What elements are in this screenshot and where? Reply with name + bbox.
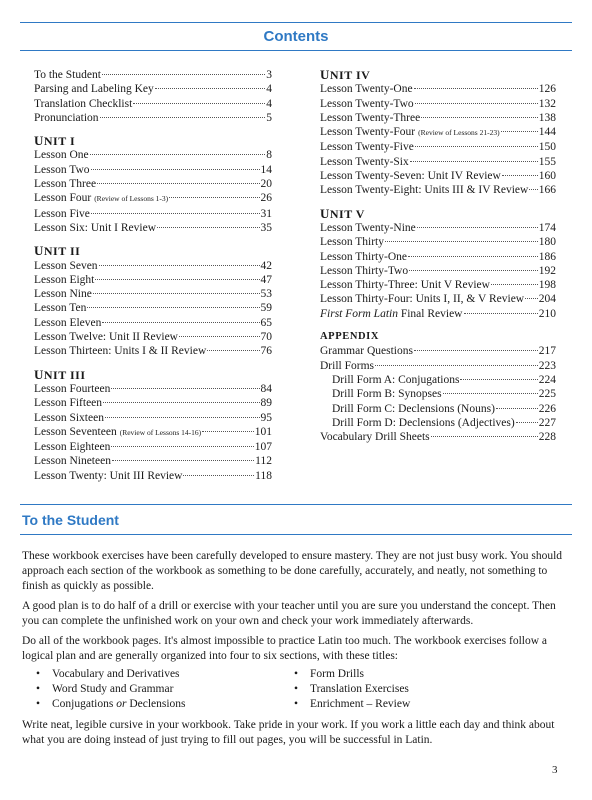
toc-entry <box>34 191 272 206</box>
toc-entry-page: 223 <box>538 359 556 372</box>
toc-entry-label <box>34 221 156 235</box>
dot-leader <box>100 117 266 118</box>
dot-leader <box>414 350 538 351</box>
toc-entry <box>320 278 556 292</box>
toc-entry-text: Lesson Twenty-One <box>320 83 413 96</box>
bullet-column-left <box>36 667 186 712</box>
toc-entry-label <box>34 411 104 425</box>
toc-entry <box>320 155 556 169</box>
toc-entry-text: Drill Form D: Declensions (Adjectives) <box>332 416 515 429</box>
dot-leader <box>99 265 260 266</box>
toc-entry-note: (Review of Lessons 14-16) <box>119 427 202 437</box>
toc-entry-text: Lesson Thirty-Three: Unit V Review <box>320 279 490 292</box>
toc-entry-text: Lesson Three <box>34 178 97 191</box>
toc-entry <box>320 140 556 154</box>
dot-leader <box>93 293 260 294</box>
toc-entry <box>34 287 272 301</box>
toc-entry-label <box>320 278 490 292</box>
toc-entry-text: Vocabulary Drill Sheets <box>320 431 430 444</box>
toc-entry <box>320 292 556 306</box>
toc-entry-text: Parsing and Labeling Key <box>34 83 154 96</box>
toc-entry-page: 186 <box>538 250 556 263</box>
toc-entry-page: 144 <box>538 126 556 139</box>
toc-intro-list <box>34 68 272 125</box>
toc-entry-label <box>34 163 90 177</box>
dot-leader <box>443 393 538 394</box>
toc-entry-page: 76 <box>260 345 272 358</box>
toc-entry <box>34 454 272 468</box>
dot-leader <box>112 460 254 461</box>
toc-entry-text: Lesson Thirty-One <box>320 250 407 263</box>
toc-entry-page: 112 <box>255 455 272 468</box>
toc-entry-label <box>320 264 408 278</box>
toc-entry <box>34 273 272 287</box>
list-item: • Word Study and Grammar <box>36 683 174 695</box>
toc-entry-text: Lesson Nine <box>34 288 92 301</box>
toc-entry-page: 53 <box>260 288 272 301</box>
paragraph: Write neat, legible cursive in your workbook. Take pride in your work. If you work a little each day and think about what you are doing instead of just trying to fill out pages, you will be successful in Latin. <box>22 719 555 746</box>
dot-leader <box>97 183 259 184</box>
toc-entry-label <box>34 68 101 82</box>
appendix-heading: APPENDIX <box>320 331 380 343</box>
toc-entry <box>320 97 556 111</box>
toc-unit3-list <box>34 382 272 483</box>
toc-entry-label <box>34 259 98 273</box>
toc-entry <box>320 344 556 358</box>
toc-entry <box>320 402 556 416</box>
toc-entry-text: Final Review <box>397 307 463 320</box>
toc-entry-page: 204 <box>538 293 556 306</box>
dot-leader <box>417 227 538 228</box>
toc-entry <box>34 396 272 410</box>
toc-entry-text: Lesson Twenty-Nine <box>320 221 416 234</box>
list-item: • Form Drills <box>294 668 364 680</box>
toc-entry-page: 95 <box>260 411 272 424</box>
toc-entry-label <box>34 287 92 301</box>
toc-entry-text: Lesson Six: Unit I Review <box>34 221 157 234</box>
dot-leader <box>431 436 538 437</box>
toc-entry-label <box>34 396 102 410</box>
toc-entry-text: Drill Form C: Declensions (Nouns) <box>332 402 495 415</box>
toc-entry <box>320 416 556 430</box>
toc-entry-page: 180 <box>538 236 556 249</box>
toc-entry-label <box>34 177 96 191</box>
unit-heading: UNIT V <box>320 205 365 221</box>
toc-entry-page: 226 <box>538 402 556 415</box>
toc-entry-label <box>34 469 182 483</box>
toc-entry <box>320 387 556 401</box>
toc-entry-label <box>320 373 459 387</box>
toc-entry-page: 59 <box>260 302 272 315</box>
toc-entry-text: Lesson Twenty-Two <box>320 97 414 110</box>
toc-entry-page: 31 <box>260 207 272 220</box>
toc-entry-label <box>34 148 89 162</box>
contents-rule-top <box>20 22 572 23</box>
toc-entry-label <box>320 344 413 358</box>
toc-entry-text: To the Student <box>34 69 101 81</box>
toc-entry-label <box>34 382 110 396</box>
dot-leader <box>91 169 260 170</box>
toc-entry <box>34 68 272 82</box>
dot-leader <box>408 256 538 257</box>
toc-entry-text: Lesson Fifteen <box>34 397 103 410</box>
toc-entry-page: 84 <box>260 382 272 395</box>
toc-entry-label <box>34 207 90 221</box>
list-item: • Enrichment – Review <box>294 698 411 710</box>
toc-entry <box>34 425 272 440</box>
dot-leader <box>105 417 260 418</box>
toc-entry-label <box>320 416 515 430</box>
toc-entry-page: 20 <box>260 178 272 191</box>
dot-leader <box>501 131 538 132</box>
toc-entry-text: Lesson Twenty-Eight: Units III & IV Review <box>320 184 529 197</box>
toc-entry-page: 35 <box>260 221 272 234</box>
unit-heading: UNIT IV <box>320 67 371 82</box>
toc-entry <box>34 469 272 483</box>
toc-entry-page: 150 <box>538 141 556 154</box>
toc-entry-text: Lesson Eighteen <box>34 441 111 454</box>
dot-leader <box>464 313 538 314</box>
dot-leader <box>502 175 538 176</box>
toc-entry-label <box>320 183 528 197</box>
toc-entry-page: 217 <box>538 345 556 358</box>
toc-entry-label <box>320 125 500 140</box>
toc-entry <box>320 221 556 235</box>
dot-leader <box>207 350 259 351</box>
toc-entry-page: 26 <box>260 192 272 205</box>
toc-entry-text: Lesson Five <box>34 207 90 220</box>
dot-leader <box>414 88 538 89</box>
toc-entry-page: 155 <box>538 155 556 168</box>
toc-entry <box>320 373 556 387</box>
toc-entry <box>34 259 272 273</box>
dot-leader <box>460 379 537 380</box>
toc-entry-text: Lesson Twenty-Seven: Unit IV Review <box>320 170 501 183</box>
dot-leader <box>525 298 538 299</box>
toc-entry <box>34 344 272 358</box>
dot-leader <box>409 270 538 271</box>
toc-entry-page: 107 <box>254 441 272 454</box>
toc-entry-page: 138 <box>538 111 556 124</box>
toc-entry-text: Lesson Twenty-Six <box>320 155 409 168</box>
toc-entry-page: 118 <box>255 469 272 482</box>
toc-entry <box>34 411 272 425</box>
toc-entry-label <box>320 82 413 96</box>
toc-entry-page: 65 <box>260 316 272 329</box>
toc-entry-page: 210 <box>538 307 556 320</box>
dot-leader <box>529 189 537 190</box>
dot-leader <box>179 336 260 337</box>
toc-entry-label <box>320 402 495 416</box>
toc-entry-text: Grammar Questions <box>320 345 413 358</box>
toc-unit5-list <box>320 221 556 321</box>
toc-entry <box>320 169 556 183</box>
toc-entry-page: 8 <box>266 149 272 162</box>
toc-entry-label <box>320 359 374 373</box>
dot-leader <box>169 197 259 198</box>
page-number: 3 <box>552 764 558 776</box>
toc-entry-note: (Review of Lessons 21-23) <box>418 128 500 138</box>
unit-heading: UNIT I <box>34 133 76 149</box>
toc-entry-text: Drill Forms <box>320 359 374 372</box>
toc-entry-text: Lesson Thirty-Two <box>320 264 409 277</box>
toc-entry-label <box>320 97 414 111</box>
toc-entry-label <box>320 111 420 125</box>
toc-entry <box>34 330 272 344</box>
toc-entry-text: Lesson Eight <box>34 273 95 286</box>
toc-entry-text: Lesson One <box>34 149 89 162</box>
toc-entry <box>320 430 556 444</box>
toc-entry-page: 4 <box>266 83 272 96</box>
toc-entry-text: Lesson Sixteen <box>34 411 104 424</box>
unit-heading: UNIT II <box>34 243 81 259</box>
toc-entry <box>320 250 556 264</box>
toc-entry-label <box>34 191 168 206</box>
toc-entry-label <box>320 307 463 321</box>
dot-leader <box>375 365 538 366</box>
toc-unit1-list <box>34 148 272 235</box>
toc-entry <box>320 307 556 321</box>
toc-entry-label <box>320 387 442 401</box>
section-rule-top <box>20 504 572 505</box>
toc-entry-text: Lesson Fourteen <box>34 382 111 395</box>
toc-entry-page: 47 <box>260 273 272 286</box>
toc-entry-label <box>320 169 501 183</box>
toc-entry-page: 3 <box>266 69 272 81</box>
dot-leader <box>415 146 538 147</box>
toc-entry-label <box>320 221 416 235</box>
dot-leader <box>155 88 265 89</box>
dot-leader <box>516 422 538 423</box>
toc-entry <box>320 82 556 96</box>
toc-entry-label <box>320 250 407 264</box>
toc-entry-text: Lesson Twenty-Five <box>320 141 414 154</box>
toc-entry-page: 70 <box>260 331 272 344</box>
dot-leader <box>90 154 266 155</box>
dot-leader <box>421 117 538 118</box>
toc-entry-text: Lesson Four <box>34 192 92 205</box>
dot-leader <box>183 475 254 476</box>
toc-entry-page: 5 <box>266 111 272 124</box>
toc-entry <box>34 97 272 111</box>
toc-entry <box>320 183 556 197</box>
toc-entry-label <box>320 292 524 306</box>
paragraph: Do all of the workbook pages. It's almost impossible to practice Latin too much. The workbook exercises follow a logical plan and are generally organized into four to six sections, with these titles: <box>22 635 547 662</box>
dot-leader <box>111 446 253 447</box>
toc-entry-text: Lesson Thirty <box>320 236 384 249</box>
bullet-column-right <box>294 667 410 712</box>
toc-entry-label <box>34 344 206 358</box>
toc-entry-text: Lesson Thirteen: Units I & II Review <box>34 345 207 358</box>
paragraph: A good plan is to do half of a drill or exercise with your teacher until you are sure you understand the concept. Then you can complete the unfinished work on your own and check your work immediately afterwards. <box>22 600 556 627</box>
toc-entry-note: (Review of Lessons 1-3) <box>94 194 169 204</box>
toc-entry-label <box>320 235 384 249</box>
toc-entry <box>320 125 556 140</box>
toc-entry-page: 198 <box>538 279 556 292</box>
toc-entry-label <box>34 111 99 125</box>
toc-entry-label <box>34 82 154 96</box>
toc-entry-text: Lesson Two <box>34 163 90 176</box>
toc-entry <box>34 148 272 162</box>
toc-entry-label <box>34 97 132 111</box>
toc-entry-text: Lesson Seven <box>34 259 98 272</box>
toc-entry-text: Lesson Nineteen <box>34 455 111 468</box>
toc-entry-label <box>320 155 409 169</box>
toc-entry-page: 174 <box>538 221 556 234</box>
toc-entry-text: Translation Checklist <box>34 97 133 110</box>
unit-heading: UNIT III <box>34 366 86 382</box>
toc-entry <box>34 316 272 330</box>
toc-unit4-list <box>320 82 556 197</box>
toc-unit2-list <box>34 259 272 359</box>
toc-entry-page: 166 <box>538 184 556 197</box>
toc-entry-text: Lesson Eleven <box>34 316 102 329</box>
dot-leader <box>102 74 265 75</box>
dot-leader <box>133 103 265 104</box>
toc-appendix-list <box>320 344 556 444</box>
toc-entry <box>34 207 272 221</box>
toc-entry-text: Lesson Seventeen <box>34 425 117 438</box>
contents-title: Contents <box>263 28 329 45</box>
paragraph: These workbook exercises have been carefully developed to ensure mastery. They are not just busy work. You should approach each section of the workbook as something to be done carefully, accurately, and neatly, not something to finish as quickly as possible. <box>22 550 563 592</box>
toc-entry-label <box>34 273 94 287</box>
toc-entry-label <box>34 330 178 344</box>
dot-leader <box>491 284 538 285</box>
toc-entry-page: 42 <box>260 259 272 272</box>
toc-entry-text: Lesson Twelve: Unit II Review <box>34 331 178 344</box>
toc-entry-title-italic: First Form Latin <box>320 307 398 320</box>
toc-entry <box>34 301 272 315</box>
toc-entry-page: 89 <box>260 397 272 410</box>
toc-entry-page: 132 <box>538 97 556 110</box>
toc-entry-page: 228 <box>538 431 556 444</box>
toc-entry <box>34 440 272 454</box>
toc-left-column <box>34 68 272 483</box>
dot-leader <box>202 431 254 432</box>
list-item: • Translation Exercises <box>294 683 409 695</box>
toc-entry <box>34 177 272 191</box>
section-title: To the Student <box>22 512 119 528</box>
toc-entry-page: 192 <box>538 264 556 277</box>
dot-leader <box>496 408 538 409</box>
toc-entry-page: 160 <box>538 170 556 183</box>
section-rule-bottom <box>20 534 572 535</box>
toc-entry <box>320 111 556 125</box>
toc-entry-label <box>34 425 201 440</box>
dot-leader <box>102 322 259 323</box>
toc-entry <box>320 235 556 249</box>
toc-entry-page: 225 <box>538 388 556 401</box>
dot-leader <box>410 161 538 162</box>
toc-entry-label <box>320 140 414 154</box>
toc-entry-page: 4 <box>266 97 272 110</box>
dot-leader <box>95 279 259 280</box>
toc-entry-text: Lesson Ten <box>34 302 87 315</box>
dot-leader <box>111 388 259 389</box>
toc-entry-page: 126 <box>538 83 556 96</box>
contents-rule-bottom <box>20 50 572 51</box>
toc-entry <box>320 359 556 373</box>
toc-entry-page: 101 <box>254 425 272 438</box>
dot-leader <box>157 227 259 228</box>
dot-leader <box>385 241 538 242</box>
toc-entry-label <box>34 440 110 454</box>
dot-leader <box>87 307 259 308</box>
toc-right-column <box>320 68 556 444</box>
toc-entry <box>34 82 272 96</box>
list-item: • Conjugations or Declensions <box>36 698 186 710</box>
toc-entry-label <box>320 430 430 444</box>
toc-entry <box>34 163 272 177</box>
toc-entry-text: Lesson Twenty-Four <box>320 126 416 139</box>
toc-entry <box>34 382 272 396</box>
toc-entry-text: Lesson Twenty: Unit III Review <box>34 469 183 482</box>
toc-entry-text: Lesson Twenty-Three <box>320 111 421 124</box>
toc-entry-text: Lesson Thirty-Four: Units I, II, & V Review <box>320 293 525 306</box>
toc-entry-text: Drill Form B: Synopses <box>332 388 442 401</box>
list-item: • Vocabulary and Derivatives <box>36 668 180 680</box>
toc-entry-text: Pronunciation <box>34 111 99 124</box>
dot-leader <box>91 213 260 214</box>
toc-entry <box>320 264 556 278</box>
toc-entry-page: 224 <box>538 373 556 386</box>
toc-entry-page: 227 <box>538 416 556 429</box>
toc-entry <box>34 111 272 125</box>
toc-entry-page: 14 <box>260 163 272 176</box>
toc-entry-label <box>34 454 111 468</box>
toc-entry-label <box>34 316 101 330</box>
dot-leader <box>415 103 538 104</box>
toc-entry-text: Drill Form A: Conjugations <box>332 373 460 386</box>
dot-leader <box>103 402 259 403</box>
toc-entry <box>34 221 272 235</box>
toc-entry-label <box>34 301 86 315</box>
